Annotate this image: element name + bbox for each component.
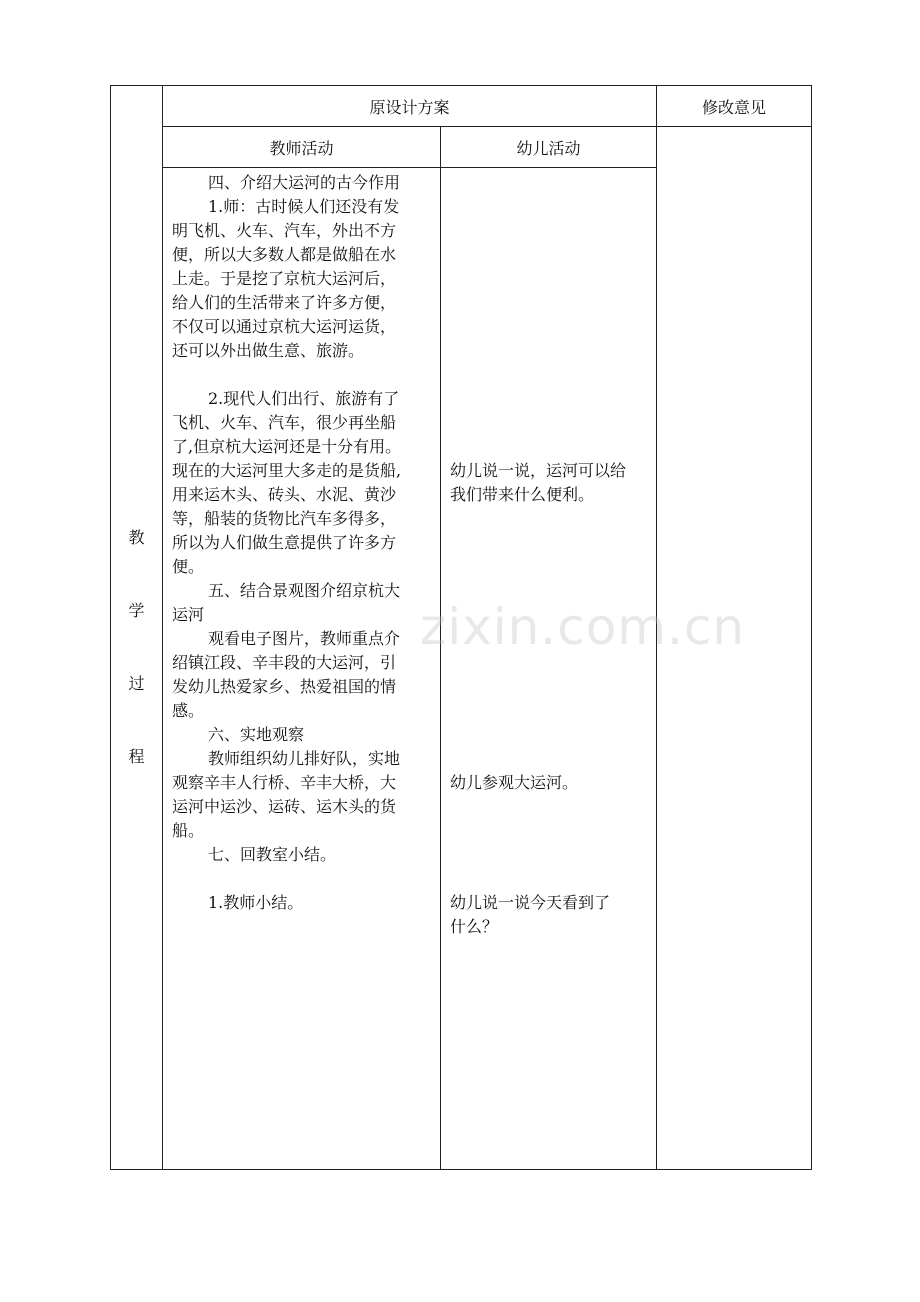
teacher-line: 七、回教室小结。	[208, 845, 337, 864]
child-line: 我们带来什么便利。	[450, 485, 595, 504]
teacher-line: 发幼儿热爱家乡、热爱祖国的情	[172, 677, 397, 696]
section-label-char: 教	[128, 527, 145, 547]
teacher-line: 运河中运沙、运砖、运木头的货	[172, 797, 397, 816]
teacher-line: 飞机、火车、汽车，很少再坐船	[172, 413, 397, 432]
teacher-line: 感。	[172, 701, 205, 720]
teacher-line: 观察辛丰人行桥、辛丰大桥，大	[172, 773, 397, 792]
teacher-line: 不仅可以通过京杭大运河运货，	[172, 317, 397, 336]
teacher-line: 用来运木头、砖头、水泥、黄沙	[172, 485, 397, 504]
teacher-line: 教师组织幼儿排好队，实地	[208, 749, 401, 768]
teacher-line: 五、结合景观图介绍京杭大	[208, 581, 401, 600]
teacher-line: 运河	[172, 605, 205, 624]
section-label-char: 过	[128, 673, 145, 693]
teacher-line: 绍镇江段、辛丰段的大运河，引	[172, 653, 397, 672]
teacher-line: 船。	[172, 821, 205, 840]
revision-header: 修改意见	[657, 86, 812, 127]
watermark: zixin.com.cn	[420, 598, 746, 656]
teacher-line: 还可以外出做生意、旅游。	[172, 341, 365, 360]
teacher-line: 便，所以大多数人都是做船在水	[172, 245, 397, 264]
teacher-line: 现在的大运河里大多走的是货船,	[172, 461, 402, 480]
lesson-plan-table	[110, 85, 812, 1170]
teacher-line: 六、实地观察	[208, 725, 305, 744]
teacher-activity-cell	[163, 168, 441, 1170]
teacher-activity-header: 教师活动	[163, 127, 441, 168]
teacher-line: 上走。于是挖了京杭大运河后，	[172, 269, 397, 288]
child-line: 幼儿参观大运河。	[450, 773, 579, 792]
teacher-line: 了,但京杭大运河还是十分有用。	[172, 437, 402, 456]
section-label-char: 程	[128, 746, 145, 766]
teacher-line: 观看电子图片，教师重点介	[208, 629, 401, 648]
child-activity-cell	[441, 168, 657, 1170]
teacher-line: 1.师：古时候人们还没有发	[208, 197, 400, 216]
section-label-cell	[111, 86, 163, 1170]
child-line: 什么？	[450, 917, 499, 936]
child-line: 幼儿说一说今天看到了	[450, 893, 611, 912]
teacher-line: 等，船装的货物比汽车多得多，	[172, 509, 397, 528]
child-activity-header: 幼儿活动	[441, 127, 657, 168]
revision-cell	[657, 127, 812, 1170]
teacher-line: 便。	[172, 557, 205, 576]
teacher-line: 2.现代人们出行、旅游有了	[208, 389, 400, 408]
teacher-line: 四、介绍大运河的古今作用	[208, 173, 401, 192]
original-plan-header: 原设计方案	[163, 86, 657, 127]
teacher-line: 1.教师小结。	[208, 893, 304, 912]
teacher-line: 给人们的生活带来了许多方便，	[172, 293, 397, 312]
teacher-line: 所以为人们做生意提供了许多方	[172, 533, 397, 552]
teacher-line: 明飞机、火车、汽车，外出不方	[172, 221, 397, 240]
child-line: 幼儿说一说，运河可以给	[450, 461, 627, 480]
section-label-char: 学	[128, 600, 145, 620]
